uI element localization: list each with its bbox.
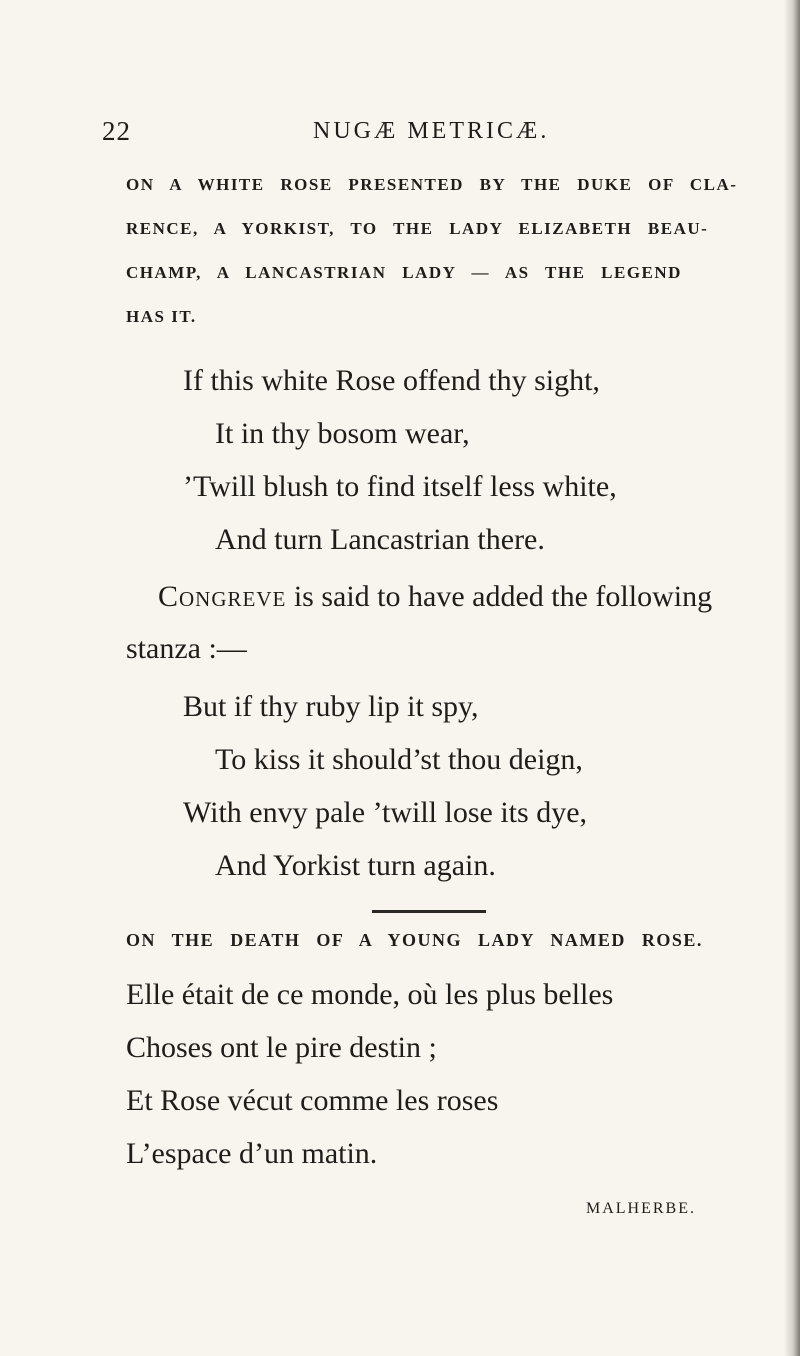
verse-line: It in thy bosom wear, [215, 417, 470, 450]
verse-line: ’Twill blush to find itself less white, [183, 470, 617, 503]
poem-title-line-3: CHAMP, A LANCASTRIAN LADY — AS THE LEGEND [126, 263, 682, 282]
poem2-title: ON THE DEATH OF A YOUNG LADY NAMED ROSE. [126, 930, 703, 950]
verse-line: And Yorkist turn again. [215, 849, 496, 882]
page-edge-shadow [784, 0, 800, 1356]
poem-title-line-1: ON A WHITE ROSE PRESENTED BY THE DUKE OF CLA- [126, 175, 738, 194]
verse-line: And turn Lancastrian there. [215, 523, 545, 556]
verse-line: But if thy ruby lip it spy, [183, 690, 479, 723]
verse-line: To kiss it should’st thou deign, [215, 743, 583, 776]
author-name: Congreve [158, 580, 287, 613]
poem-title-line-4: HAS IT. [126, 307, 197, 326]
note-line-1 [158, 580, 712, 614]
verse-line: Et Rose vécut comme les roses [126, 1084, 499, 1117]
verse-line: With envy pale ’twill lose its dye, [183, 796, 588, 829]
verse-line: Elle était de ce monde, où les plus belles [126, 978, 614, 1011]
verse-line: Choses ont le pire destin ; [126, 1031, 437, 1064]
running-head: NUGÆ METRICÆ. [313, 118, 550, 144]
section-divider [372, 910, 486, 913]
verse-line: L’espace d’un matin. [126, 1137, 378, 1170]
note-line-2: stanza :— [126, 632, 247, 665]
note-text: is said to have added the following [286, 580, 713, 613]
attribution: MALHERBE. [586, 1200, 696, 1217]
page-number: 22 [102, 116, 131, 146]
poem-title-line-2: RENCE, A YORKIST, TO THE LADY ELIZABETH BEAU- [126, 219, 709, 238]
verse-line: If this white Rose offend thy sight, [183, 364, 600, 397]
